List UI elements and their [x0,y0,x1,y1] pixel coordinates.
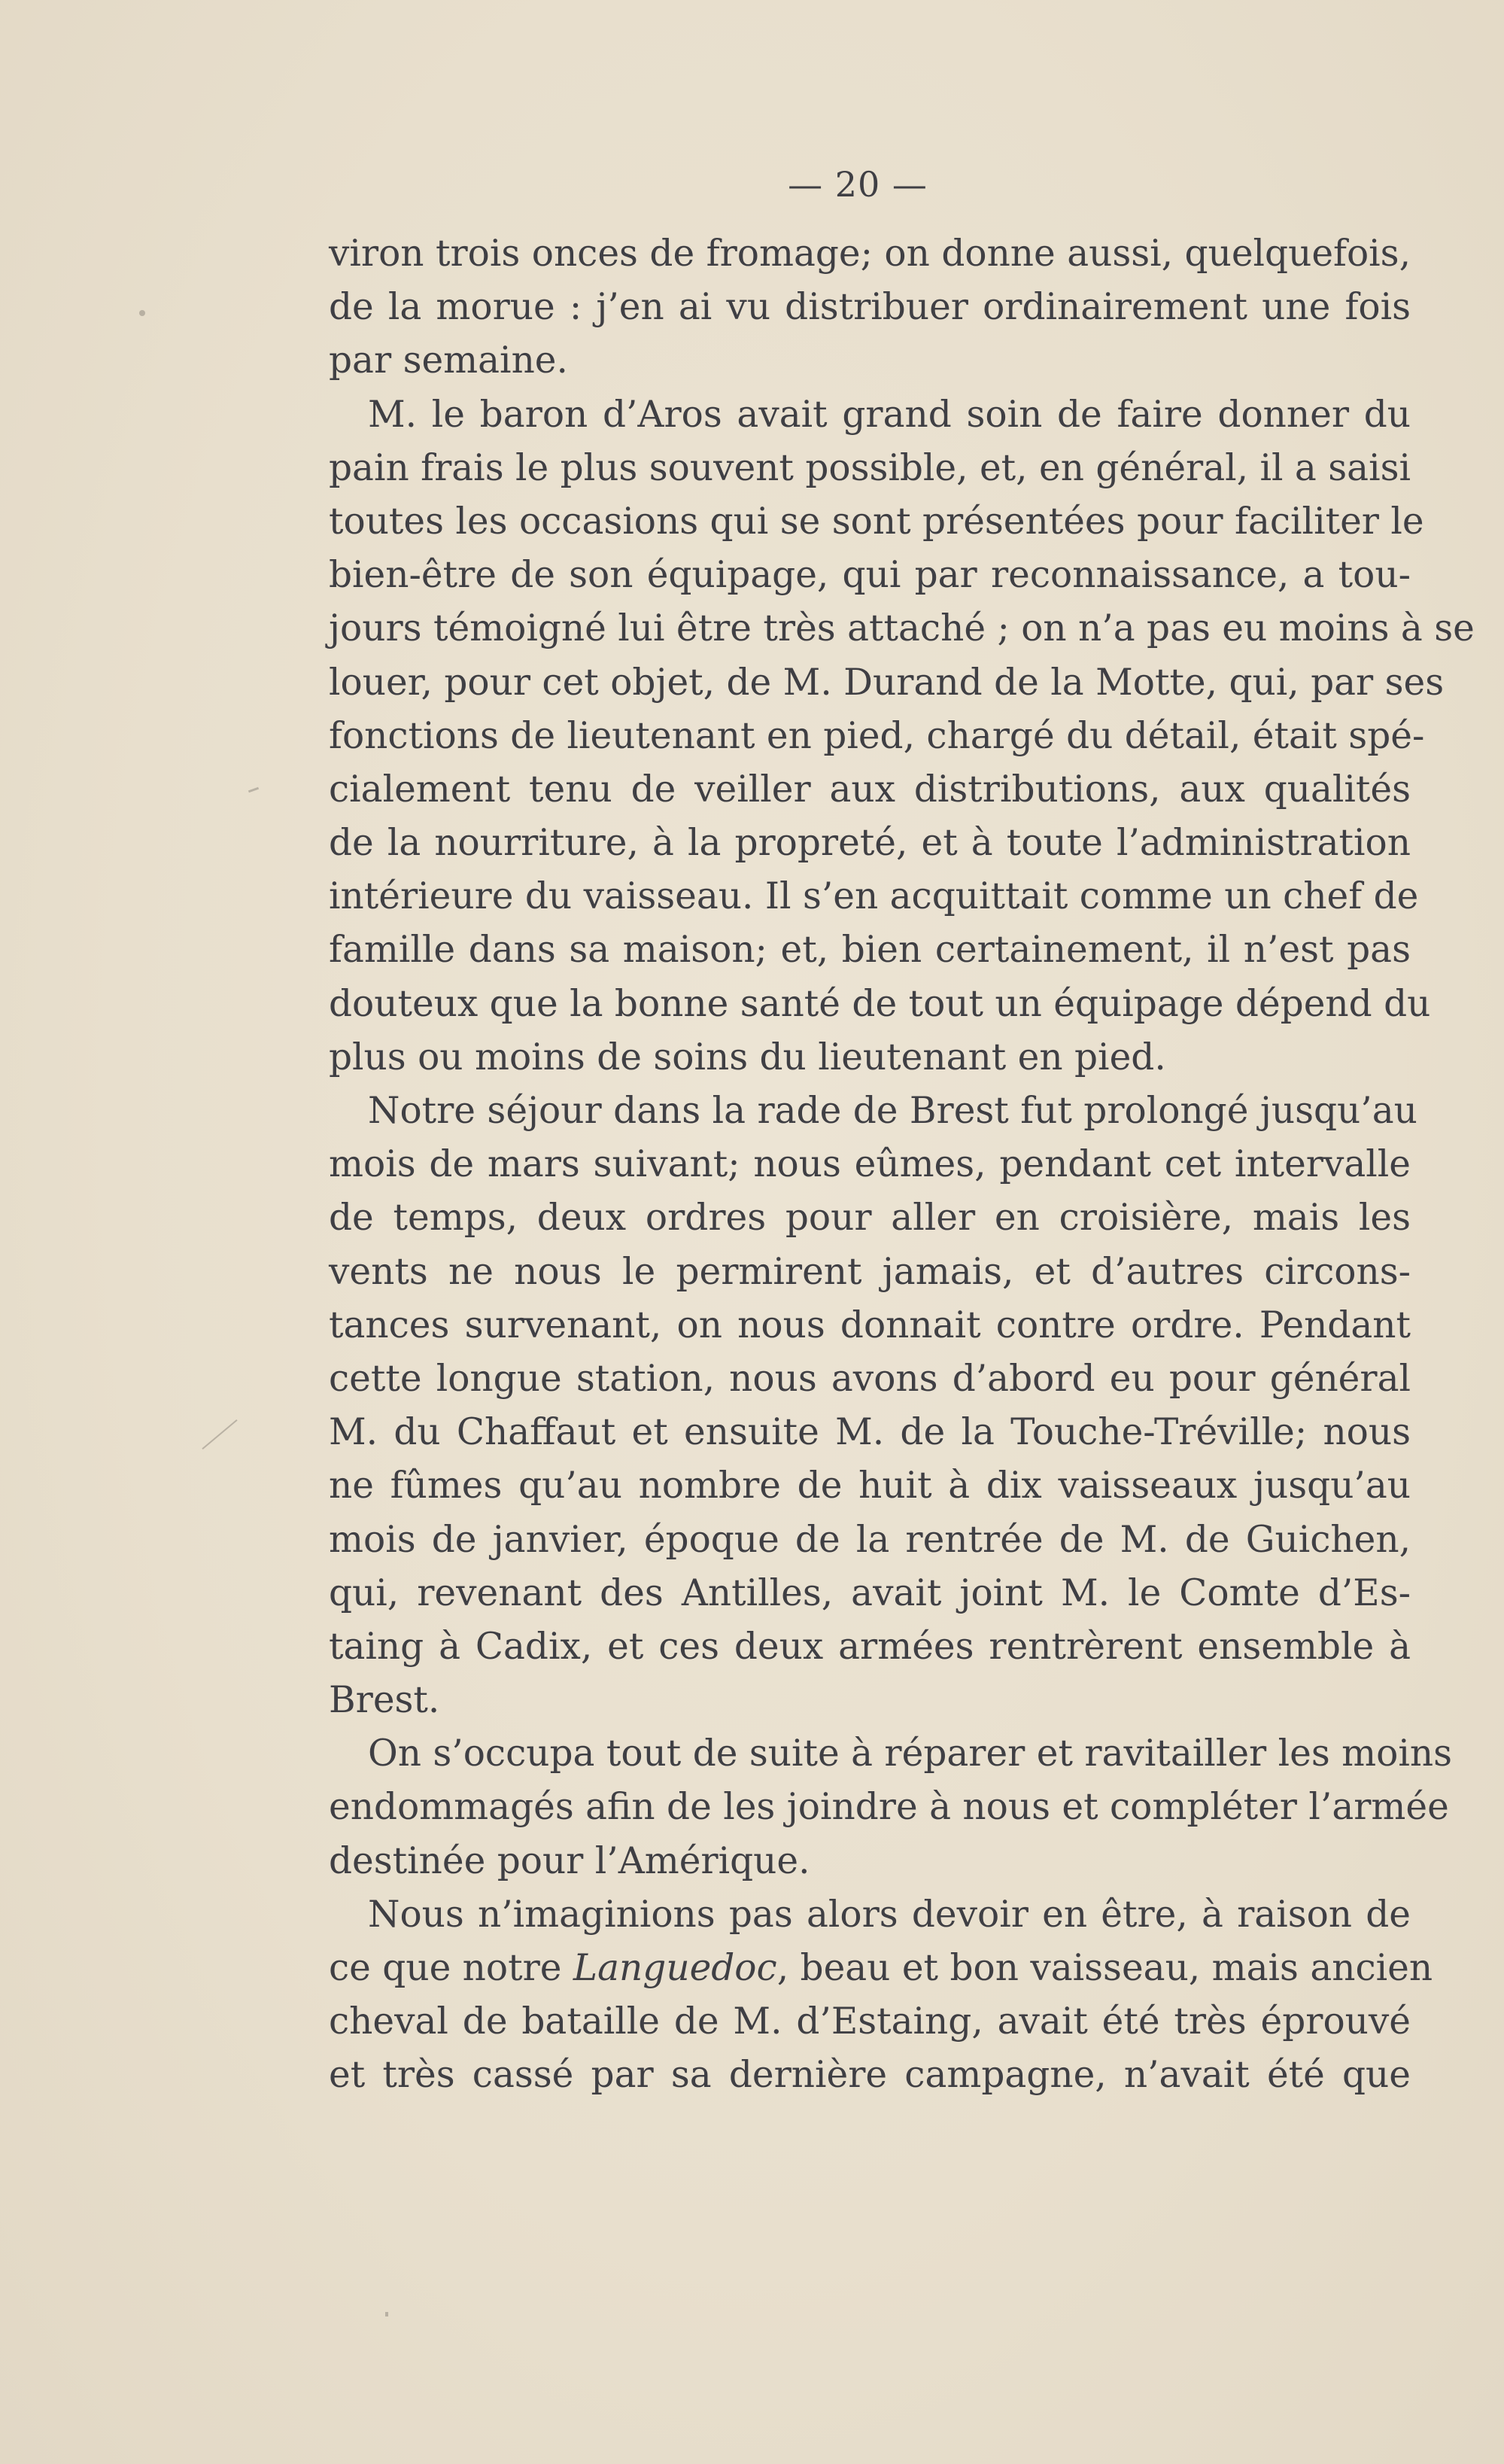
text-line: et très cassé par sa dernière campagne, n’avait été que [329,2054,1411,2097]
text-line: On s’occupa tout de suite à réparer et ravitailler les moins [368,1732,1452,1775]
text-line: Nous n’imaginions pas alors devoir en être, à raison de [368,1893,1411,1936]
text-line: pain frais le plus souvent possible, et, en général, il a saisi [329,446,1411,489]
text-line: fonctions de lieutenant en pied, chargé du détail, était spé- [329,714,1425,757]
text-line: famille dans sa maison; et, bien certainement, il n’est pas [329,929,1411,972]
text-line: mois de mars suivant; nous eûmes, pendant cet intervalle [329,1143,1411,1186]
text-line: cialement tenu de veiller aux distributions, aux qualités [329,768,1411,811]
text-line: viron trois onces de fromage; on donne aussi, quelquefois, [329,233,1411,275]
text-line: bien-être de son équipage, qui par reconnaissance, a tou- [329,554,1411,597]
paper-speck [202,1419,237,1450]
ship-name-italic: Languedoc [573,1947,777,1989]
paper-speck [248,787,259,793]
text-line: de temps, deux ordres pour aller en croisière, mais les [329,1197,1411,1240]
text-line: de la morue : j’en ai vu distribuer ordinairement une fois [329,286,1411,329]
body-text [329,227,1475,2103]
text-line: ne fûmes qu’au nombre de huit à dix vaisseaux jusqu’au [329,1465,1411,1507]
text-line: cette longue station, nous avons d’abord eu pour général [329,1357,1411,1400]
text-line: mois de janvier, époque de la rentrée de M. de Guichen, [329,1518,1411,1561]
text-line: de la nourriture, à la propreté, et à toute l’administration [329,822,1411,865]
text-line: cheval de bataille de M. d’Estaing, avait été très éprouvé [329,2000,1411,2043]
text-line: destinée pour l’Amérique. [329,1839,810,1882]
paper-speck [139,310,145,316]
text-line: douteux que la bonne santé de tout un équipage dépend du [329,982,1431,1025]
text-line: intérieure du vaisseau. Il s’en acquittait comme un chef de [329,875,1419,918]
text-line: M. du Chaffaut et ensuite M. de la Touche-Tréville; nous [329,1411,1411,1454]
text-line: tances survenant, on nous donnait contre ordre. Pendant [329,1303,1411,1346]
text-line: taing à Cadix, et ces deux armées rentrèrent ensemble à [329,1625,1411,1668]
text-line: vents ne nous le permirent jamais, et d’autres circons- [329,1250,1411,1293]
text-line: plus ou moins de soins du lieutenant en pied. [329,1036,1166,1078]
text-line: par semaine. [329,339,568,382]
text-line: ce que notre Languedoc, beau et bon vaisseau, mais ancien [329,1947,1433,1989]
text-line: Brest. [329,1679,440,1722]
text-line: endommagés afin de les joindre à nous et compléter l’armée [329,1786,1449,1829]
text-line: qui, revenant des Antilles, avait joint M. le Comte d’Es- [329,1571,1411,1614]
text-line: toutes les occasions qui se sont présentées pour faciliter le [329,500,1424,543]
paper-speck [385,2312,388,2316]
text-line: Notre séjour dans la rade de Brest fut prolongé jusqu’au [368,1090,1417,1132]
text-line: M. le baron d’Aros avait grand soin de faire donner du [368,393,1411,436]
page-number: — 20 — [788,164,928,205]
text-line: louer, pour cet objet, de M. Durand de la Motte, qui, par ses [329,661,1445,704]
text-line: jours témoigné lui être très attaché ; on n’a pas eu moins à se [329,607,1475,650]
